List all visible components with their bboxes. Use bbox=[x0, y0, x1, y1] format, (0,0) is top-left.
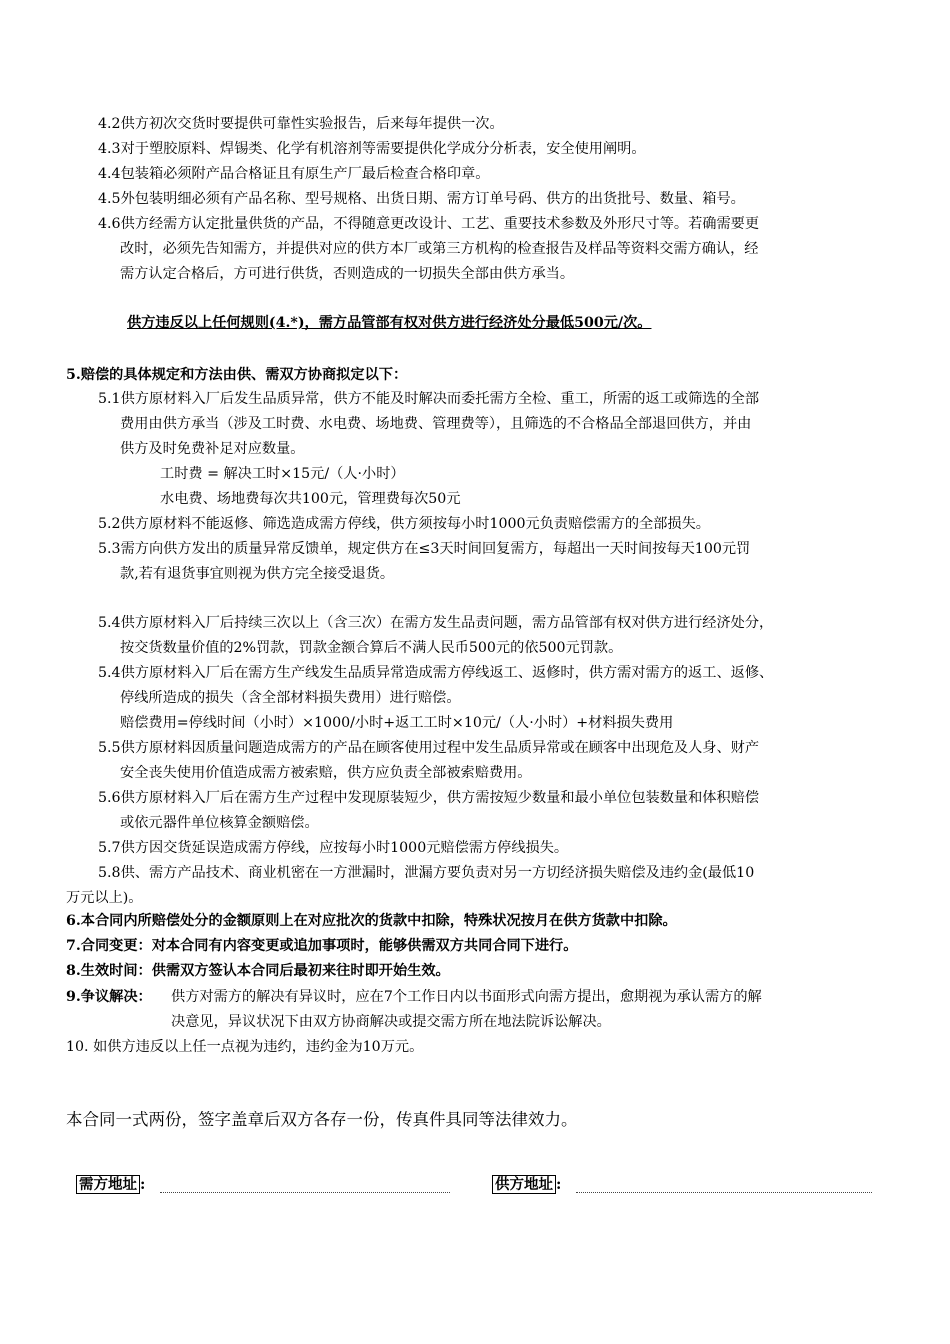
clause-4-2: 4.2供方初次交货时要提供可靠性实验报告，后来每年提供一次。 bbox=[98, 116, 504, 132]
clause-4-6-line-2: 改时，必须先告知需方，并提供对应的供方本厂或第三方机构的检查报告及样品等资料交需方确认，经 bbox=[120, 241, 759, 257]
section-9-line-1: 供方对需方的解决有异议时，应在7个工作日内以书面形式向需方提出，愈期视为承认需方的解 bbox=[171, 989, 762, 1005]
clause-5-5-line-2: 安全丧失使用价值造成需方被索赔，供方应负责全部被索赔费用。 bbox=[120, 765, 532, 781]
supplier-address-label-text: 供方地址 bbox=[492, 1175, 556, 1194]
clause-5-6-line-1: 5.6供方原材料入厂后在需方生产过程中发现原装短少，供方需按短少数量和最小单位包装数量和体积赔偿 bbox=[98, 790, 760, 806]
penalty-notice: 供方违反以上任何规则(4.*)，需方品管部有权对供方进行经济处分最低500元/次。 bbox=[127, 315, 652, 331]
section-6: 6.本合同内所赔偿处分的金额原则上在对应批次的货款中扣除，特殊状况按月在供方货款中扣除。 bbox=[66, 913, 677, 929]
labor-fee-formula: 工时费 = 解决工时×15元/（人·小时） bbox=[160, 466, 405, 482]
closing-statement: 本合同一式两份，签字盖章后双方各存一份，传真件具同等法律效力。 bbox=[66, 1110, 578, 1129]
clause-5-4a-line-2: 按交货数量价值的2%罚款，罚款金额合算后不满人民币500元的依500元罚款。 bbox=[120, 640, 623, 656]
clause-5-2: 5.2供方原材料不能返修、筛选造成需方停线，供方须按每小时1000元负责赔偿需方的全部损失。 bbox=[98, 516, 710, 532]
supplier-address-label bbox=[492, 1175, 561, 1195]
supplier-address-field[interactable] bbox=[576, 1192, 872, 1193]
section-5-heading: 5.赔偿的具体规定和方法由供、需双方协商拟定以下： bbox=[66, 367, 408, 383]
clause-5-4a-line-1: 5.4供方原材料入厂后持续三次以上（含三次）在需方发生品责问题，需方品管部有权对供方进行经济处分， bbox=[98, 615, 774, 631]
section-9-label: 9.争议解决： bbox=[66, 989, 152, 1005]
section-8: 8.生效时间：供需双方签认本合同后最初来往时即开始生效。 bbox=[66, 963, 450, 979]
buyer-address-colon: : bbox=[140, 1176, 146, 1193]
supplier-address-colon: : bbox=[556, 1176, 562, 1193]
section-10: 10. 如供方违反以上任一点视为违约，违约金为10万元。 bbox=[66, 1039, 424, 1055]
clause-5-5-line-1: 5.5供方原材料因质量问题造成需方的产品在顾客使用过程中发生品质异常或在顾客中出现危及人身、财产 bbox=[98, 740, 760, 756]
compensation-formula: 赔偿费用=停线时间（小时）×1000/小时+返工工时×10元/（人·小时）+材料损失费用 bbox=[120, 715, 674, 731]
clause-5-4b-line-1: 5.4供方原材料入厂后在需方生产线发生品质异常造成需方停线返工、返修时，供方需对需方的返工、返修、 bbox=[98, 665, 774, 681]
clause-5-1-line-3: 供方及时免费补足对应数量。 bbox=[120, 441, 305, 457]
clause-5-1-line-1: 5.1供方原材料入厂后发生品质异常，供方不能及时解决而委托需方全检、重工，所需的返工或筛选的全部 bbox=[98, 391, 760, 407]
clause-5-3-line-2: 款,若有退货事宜则视为供方完全接受退货。 bbox=[120, 566, 395, 582]
clause-5-8-line-1: 5.8供、需方产品技术、商业机密在一方泄漏时，泄漏方要负责对另一方切经济损失赔偿及违约金(最低10 bbox=[98, 865, 755, 881]
clause-4-6-line-3: 需方认定合格后，方可进行供货，否则造成的一切损失全部由供方承当。 bbox=[120, 266, 575, 282]
clause-4-4: 4.4包装箱必须附产品合格证且有原生产厂最后检查合格印章。 bbox=[98, 166, 490, 182]
clause-5-7: 5.7供方因交货延误造成需方停线，应按每小时1000元赔偿需方停线损失。 bbox=[98, 840, 569, 856]
clause-4-5: 4.5外包装明细必须有产品名称、型号规格、出货日期、需方订单号码、供方的出货批号、数量、箱号。 bbox=[98, 191, 745, 207]
buyer-address-field[interactable] bbox=[160, 1192, 450, 1193]
clause-5-3-line-1: 5.3需方向供方发出的质量异常反馈单，规定供方在≤3天时间回复需方，每超出一天时间按每天100元罚 bbox=[98, 541, 751, 557]
clause-5-1-line-2: 费用由供方承当（涉及工时费、水电费、场地费、管理费等），且筛选的不合格品全部退回供方，并由 bbox=[120, 416, 752, 432]
clause-4-3: 4.3对于塑胶原料、焊锡类、化学有机溶剂等需要提供化学成分分析表，安全使用阐明。 bbox=[98, 141, 646, 157]
utility-fee-formula: 水电费、场地费每次共100元，管理费每次50元 bbox=[160, 491, 461, 507]
section-7: 7.合同变更：对本合同有内容变更或追加事项时，能够供需双方共同合同下进行。 bbox=[66, 938, 578, 954]
section-9-line-2: 决意见，异议状况下由双方协商解决或提交需方所在地法院诉讼解决。 bbox=[171, 1014, 611, 1030]
clause-4-6-line-1: 4.6供方经需方认定批量供货的产品，不得随意更改设计、工艺、重要技术参数及外形尺寸等。若确需要更 bbox=[98, 216, 760, 232]
clause-5-6-line-2: 或依元器件单位核算金额赔偿。 bbox=[120, 815, 319, 831]
clause-5-4b-line-2: 停线所造成的损失（含全部材料损失费用）进行赔偿。 bbox=[120, 690, 461, 706]
buyer-address-label bbox=[76, 1175, 145, 1195]
buyer-address-label-text: 需方地址 bbox=[76, 1175, 140, 1194]
clause-5-8-line-2: 万元以上)。 bbox=[66, 890, 143, 906]
